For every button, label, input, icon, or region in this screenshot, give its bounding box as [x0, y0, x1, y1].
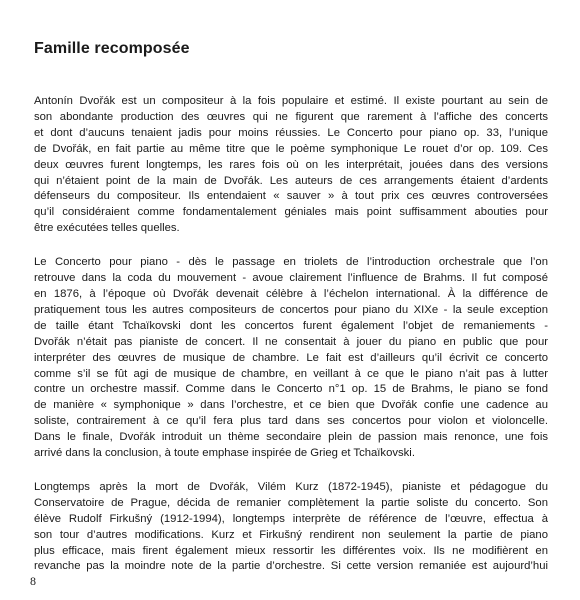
section-title: Famille recomposée	[34, 40, 190, 57]
text-line: arrivé dans la conclusion, à toute emphase inspirée de Grieg et Tchaïkovski.	[34, 447, 415, 460]
text-line: de taille étant Tchaïkovski dont les concertos furent également l’objet de remaniements -	[34, 319, 548, 332]
paragraph-1	[34, 94, 548, 237]
text-line: être exécutées telles quelles.	[34, 222, 180, 235]
text-line: Antonín Dvořák est un compositeur à la fois populaire et estimé. Il existe pourtant au sein de	[34, 95, 548, 107]
text-line: en 1876, à l’époque où Dvořák devenait célèbre à l’échelon international. À la différence de	[34, 287, 548, 300]
text-line: son abondante production des œuvres qui ne figurent que rarement à l’affiche des concerts	[34, 110, 548, 123]
paragraph-3	[34, 480, 548, 575]
article-body	[34, 94, 548, 593]
text-line: de manière « symphonique » dans l’orchestre, et ce bien que Dvořák confie une cadence au	[34, 399, 548, 412]
text-line: deux œuvres furent longtemps, les rares fois où on les interprétait, jouées dans des versions	[34, 158, 548, 171]
paragraph-2	[34, 255, 548, 462]
text-line: qui n’étaient point de la main de Dvořák. Les auteurs de ces arrangements étaient d’ardents	[34, 174, 548, 187]
text-line: comme s’il se fût agi de musique de chambre, en veillant à ce que le piano n’ait pas à lutter	[34, 367, 548, 380]
text-line: pratiquement tous les autres compositeurs de concertos pour piano du XIXe - la seule exception	[34, 303, 548, 316]
text-line: Conservatoire de Prague, décida de remanier complètement la partie soliste du concerto. Son	[34, 496, 548, 509]
text-line: Dans le finale, Dvořák introduit un thème secondaire plein de passion mais renonce, une fois	[34, 431, 548, 444]
text-line: élève Rudolf Firkušný (1912-1994), longtemps interprète de référence de l’œuvre, effectua à	[34, 512, 548, 525]
text-line: Longtemps après la mort de Dvořák, Vilém Kurz (1872-1945), pianiste et pédagogue du	[34, 480, 548, 493]
text-line: soliste, contrairement à ce qu’il fera plus tard dans ses concertos pour violon et violoncelle.	[34, 415, 548, 428]
text-line: et dont d’aucuns tenaient jadis pour moins réussies. Le Concerto pour piano op. 33, l’unique	[34, 126, 548, 139]
text-line: son tour d’autres modifications. Kurz et Firkušný rendirent non seulement la partie de piano	[34, 528, 548, 541]
text-line: revanche pas la moindre note de la partie d’orchestre. Si cette version remaniée est aujourd’hui	[34, 560, 548, 573]
text-line: Dvořák n’était pas pianiste de concert. Il ne consentait à jouer du piano en public que pour	[34, 335, 548, 348]
text-line: plus efficace, mais firent également mieux ressortir les différentes voix. Ils ne modifièrent en	[34, 544, 548, 557]
page-number: 8	[30, 574, 36, 588]
text-line: de Dvořák, en fait partie au même titre que le poème symphonique Le rouet d’or op. 109. Ces	[34, 142, 548, 155]
text-line: interpréter des œuvres de musique de chambre. Le fait est d’ailleurs qu’il écrivit ce concerto	[34, 351, 548, 364]
text-line: contre un orchestre massif. Comme dans le Concerto n°1 op. 15 de Brahms, le piano se fond	[34, 383, 548, 396]
text-line: Le Concerto pour piano - dès le passage en triolets de l’introduction orchestrale que l’on	[34, 256, 548, 269]
text-line: qu’il considéraient comme fondamentalement géniales mais point suffisamment abouties pour	[34, 206, 548, 219]
text-line: défenseurs du compositeur. Ils entendaient « sauver » à tout prix ces œuvres controversées	[34, 190, 548, 203]
text-line: retrouve dans la coda du mouvement - avoue clairement l’influence de Brahms. Il fut composé	[34, 272, 548, 285]
